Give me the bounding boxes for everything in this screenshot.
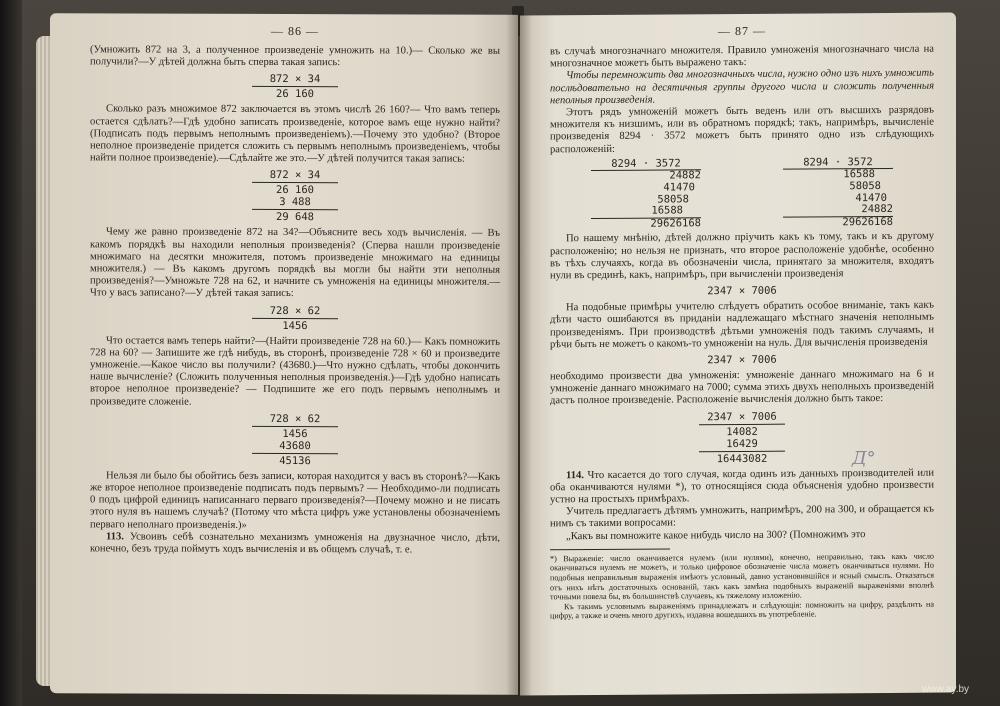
calc-line: 1456 <box>282 319 308 332</box>
calc-line: 16429 <box>726 437 758 450</box>
section-number: 114. <box>566 469 584 481</box>
calc-line: 728 × 62 <box>269 304 321 317</box>
footnotes <box>550 546 934 621</box>
calc-line: 2347 × 7006 <box>707 410 777 423</box>
spine-shadow <box>506 14 532 696</box>
calc-line: 1456 <box>282 427 308 440</box>
watermark: www.ay.by <box>922 684 970 695</box>
calc-line: 29626168 <box>842 215 893 229</box>
paragraph: „Какъ вы помножите какое нибудь число на 300? (Помножимъ это <box>566 528 866 542</box>
calc-line: 8294 · 3572 <box>783 157 893 170</box>
calc-column-left <box>591 158 701 230</box>
section-text: Что касается до того случая, когда одинъ изъ данныхъ производителей или оба оканчиваются нулями *), то относящіяся сюда объясненія удобно произвести устно на простыхъ примѣрахъ. <box>550 467 934 506</box>
rule-paragraph: Чтобы перемножить два многозначныхъ числа, нужно одно изъ нихъ умножить послѣдовательно на десятичныя группы другого числа и сложить полученныя неполныя произведенія. <box>550 68 934 107</box>
paragraph: Сколько разъ множимое 872 заключается въ этомъ числѣ 26 160?— Что вамъ теперь остается сдѣлать?—Гдѣ удобно записать произведеніе, которое вамъ еще нужно найти? (Подписать подъ первымъ неполнымъ произведеніемъ).—Почему это удобно? (Второе неполное произведеніе придется сложить съ первымъ неполнымъ произведеніемъ, чтобы найти полное произведеніе).—Сдѣлайте же это.—У дѣтей получится такая запись: <box>90 103 500 165</box>
footnote: *) Выраженіе: число оканчивается нулемъ (или нулями), конечно, неправильно, такъ какъ число оканчиваться нулемъ не можетъ, и только цифровое обозначеніе числа можетъ оканчиваться нулями. Но подобныя неправильныя выраженія имѣютъ условный, давно установившійся и ясный смыслъ. Отказаться отъ нихъ нѣтъ достаточныхъ основаній, такъ какъ замѣна подобныхъ выраженій выраженіями вполнѣ точными повела бы, въ большинствѣ случаевъ, къ тяжелому изложенію. <box>550 551 934 602</box>
calc-line: 41470 <box>855 191 887 204</box>
calc-line: 41470 <box>663 181 695 194</box>
section-text: Усвоивъ себѣ сознательно механизмъ умноженія на двузначное число, дѣти, конечно, безъ труда поймутъ ходъ вычисленія и въ общемъ случаѣ, т. е. <box>90 531 501 556</box>
calc-line: 29626168 <box>650 217 701 230</box>
paragraph: Чему же равно произведеніе 872 на 34?—Объясните весь ходъ вычисленія. — Въ какомъ порядкѣ вы находили неполныя произведенія? (Сперва нашли произведеніе множимаго на десятки множителя, потомъ произведеніе множимаго на единицы множителя.) — Въ какомъ другомъ порядкѣ вы могли бы найти эти неполныя произведенія?—Умножьте 728 на 62, и начните съ умноженія на единицы множителя.—Что у васъ записано?—У дѣтей такая запись: <box>90 226 500 300</box>
handwritten-mark: Д° <box>852 448 876 469</box>
section-paragraph <box>550 467 934 506</box>
paragraph: (Умножить 872 на 3, а полученное произведеніе умножить на 10.)— Сколько же вы получили?—У дѣтей должна быть сперва такая запись: <box>90 44 500 69</box>
calculation <box>90 412 500 467</box>
calc-line: 872 × 34 <box>269 169 321 182</box>
calculation: 2347 × 7006 <box>707 284 777 298</box>
right-page <box>520 12 956 695</box>
paragraph: На подобные примѣры учителю слѣдуетъ обратить особое вниманіе, такъ какъ дѣти часто ошибаются въ приданіи надлежащаго мѣстнаго значенія неполнымъ произведеніямъ. При производствѣ дѣтьми умноженія подъ такимъ случаямъ, и рѣчи быть не можетъ о какомъ-то умноженіи на нуль. Для вычисленія произведенія <box>550 299 934 351</box>
left-page-number: — 86 — <box>271 23 319 39</box>
calculation <box>90 169 500 224</box>
calculation-pair <box>550 156 934 230</box>
paragraph: Что остается вамъ теперь найти?—(Найти произведеніе 728 на 60.)— Какъ помножить 728 на 60? — Запишите же гдѣ нибудь, въ сторонѣ, произведеніе 728 × 60 и произведите умноженіе.—Какое число вы получили? (43680.)—Что нужно сдѣлать, чтобы докончить наше вычисленіе? (Сложить полученныя неполныя произведенія.)—Гдѣ удобно написать второе неполное произведеніе? — Подпишите же его подъ первымъ неполнымъ и произведите сложеніе. <box>90 335 500 408</box>
paragraph: въ случаѣ многозначнаго множителя. Правило умноженія многозначнаго числа на многозначное можетъ быть выражено такъ: <box>550 43 934 70</box>
right-page-number: — 87 — <box>718 23 766 39</box>
calc-line: 872 × 34 <box>269 73 321 86</box>
section-number: 113. <box>106 531 124 543</box>
calculation <box>90 304 500 332</box>
calc-line: 45136 <box>279 454 311 467</box>
calculation: 2347 × 7006 <box>707 353 777 367</box>
calc-line: 16443082 <box>716 452 768 465</box>
calc-line: 16588 <box>843 168 875 181</box>
calculation <box>550 409 934 466</box>
calc-line: 16588 <box>591 205 701 218</box>
calc-line: 728 × 62 <box>269 412 321 425</box>
section-paragraph <box>90 531 500 557</box>
paragraph: Нельзя ли было бы обойтись безъ записи, которая находится у васъ въ сторонѣ?—Какъ же второе неполное произведеніе подписать подъ первымъ? — Необходимо-ли подписать 0 подъ цифрой единицъ написаннаго перваго произведенія?—Почему можно и не писать этого нуля въ нашемъ случаѣ? (Потому что мѣста цифръ уже установлены обозначеніемъ перваго неполнаго произведенія.)» <box>90 470 500 531</box>
calc-line: 3 488 <box>279 196 311 209</box>
calc-line: 26 160 <box>276 88 314 101</box>
calc-line: 24882 <box>783 204 893 217</box>
footnote: Къ такимъ условнымъ выраженіямъ принадлежатъ и слѣдующія: помножить на цифру, раздѣлить на цифру, а также и очень много другихъ, издавна вошедшихъ въ употребленіе. <box>550 599 934 621</box>
calc-line: 24882 <box>669 169 701 182</box>
calc-line: 14082 <box>726 425 758 438</box>
calc-line: 26 160 <box>276 184 314 197</box>
dark-edge <box>0 0 22 706</box>
paragraph: необходимо произвести два умноженія: умноженіе даннаго множимаго на 6 и умноженіе даннаго множимаго на 7000; сумма этихъ двухъ неполныхъ произведеній дастъ полное произведеніе. Расположеніе вычисленія должно быть такое: <box>550 368 934 407</box>
calc-column-right <box>783 157 893 229</box>
open-book <box>30 6 960 696</box>
calc-line: 8294 · 3572 <box>591 158 701 171</box>
paragraph: Учитель предлагаетъ дѣтямъ умножить, напримѣръ, 200 на 300, и обращается къ нимъ съ такими вопросами: <box>550 503 934 530</box>
left-page <box>50 13 518 695</box>
calc-line: 58058 <box>657 192 689 206</box>
paragraph: Этотъ рядъ умноженій можетъ быть веденъ или отъ высшихъ разрядовъ множителя къ низшимъ, или въ обратномъ порядкѣ; такъ, напримѣръ, вычисленіе произведенія 8294 · 3572 можетъ быть принято одно изъ слѣдующихъ расположеній: <box>550 104 934 155</box>
paragraph: По нашему мнѣнію, дѣтей должно пріучить какъ къ тому, такъ и къ другому расположенію; но нельзя не признать, что второе расположеніе удобнѣе, особенно въ тѣхъ случаяхъ, когда въ обозначеніи числа, принятаго за множителя, входятъ нули въ срединѣ, какъ, напримѣръ, при вычисленіи произведенія <box>550 231 934 282</box>
calc-line: 58058 <box>849 180 881 193</box>
calc-line: 43680 <box>279 439 311 452</box>
calculation <box>90 73 500 101</box>
calc-line: 29 648 <box>276 211 314 224</box>
